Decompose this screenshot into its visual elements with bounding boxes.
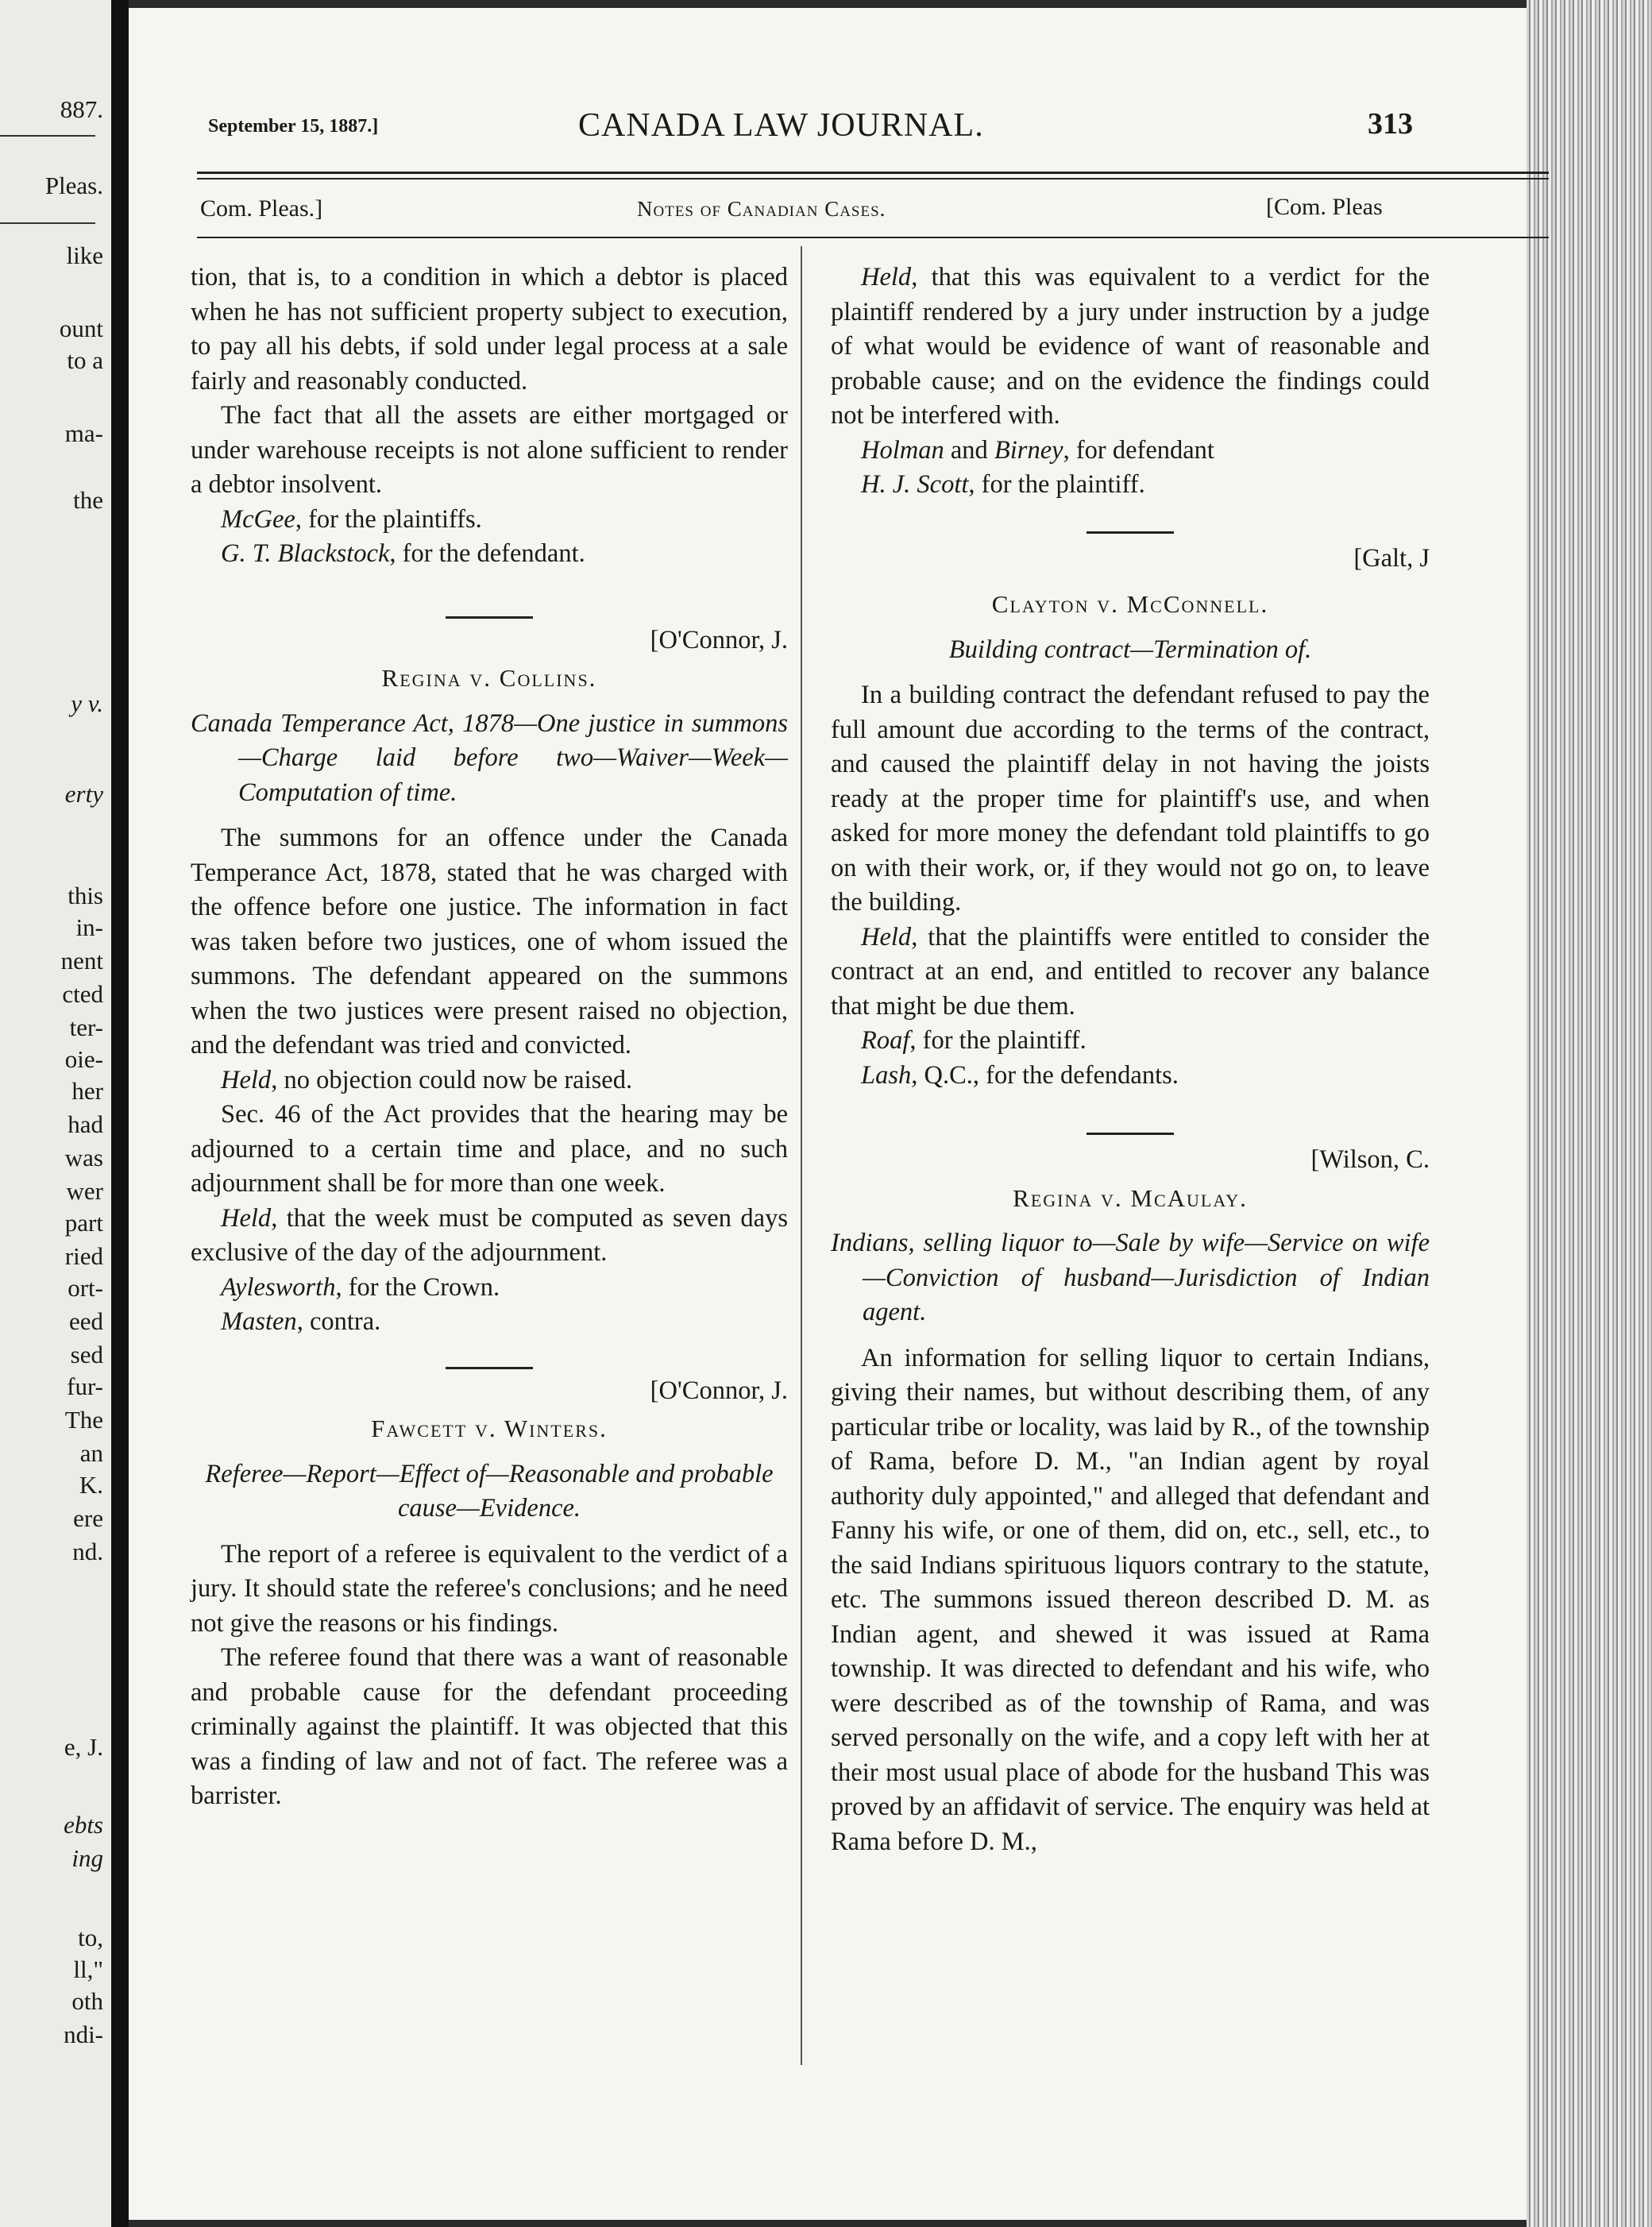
header-rule-bottom	[197, 237, 1549, 238]
facing-page-fragment: the	[73, 486, 103, 514]
page-number: 313	[1368, 107, 1413, 141]
counsel-name: McGee	[221, 504, 295, 534]
facing-page-fragment: this	[68, 882, 103, 909]
case-headnote: Referee—Report—Effect of—Reasonable and probable cause—Evidence.	[205, 1459, 774, 1523]
facing-page-fragment: fur-	[67, 1372, 103, 1400]
facing-page-fragment: sed	[70, 1341, 103, 1368]
judge-attribution: [Wilson, C.	[1310, 1145, 1430, 1174]
facing-page-fragment: part	[64, 1209, 103, 1237]
facing-page-fragment: like	[66, 241, 103, 269]
case-paragraph: The summons for an offence under the Canada Temperance Act, 1878, stated that he was charged with the offence before one justice. The information in fact was taken before two justices, one of whom issued the summons. The defendant appeared on the summons when the two justices were present raised no objection, and the defendant was tried and convicted.	[191, 824, 788, 1059]
left-column	[191, 261, 788, 1814]
header-date: September 15, 1887.]	[208, 116, 379, 137]
running-head-left: Com. Pleas.]	[200, 195, 323, 222]
journal-page	[129, 8, 1527, 2220]
facing-page-fragment: ll,"	[73, 1955, 103, 1983]
case-headnote: Building contract—Termination of.	[948, 635, 1312, 664]
facing-page-fragment: The	[64, 1406, 103, 1434]
judge-attribution: [O'Connor, J.	[650, 1376, 788, 1405]
header-rule-top-2	[197, 178, 1549, 179]
counsel-line: McGee, for the plaintiffs.	[221, 504, 482, 534]
counsel-line: Masten, contra.	[221, 1307, 381, 1336]
right-column	[831, 261, 1430, 1859]
facing-page-fragment: e, J.	[64, 1733, 103, 1761]
case-headnote: Canada Temperance Act, 1878—One justice in summons—Charge laid before two—Waiver—Week—Computation of time.	[191, 708, 788, 807]
facing-page-fragment: nent	[60, 947, 103, 975]
facing-page-fragment: ndi-	[64, 2021, 103, 2048]
facing-page-rule	[0, 222, 95, 224]
counsel-line: H. J. Scott, for the plaintiff.	[861, 470, 1145, 499]
facing-page-fragment: was	[64, 1144, 103, 1171]
facing-page-fragment: to,	[78, 1924, 103, 1951]
case-paragraph: In a building contract the defendant refused to pay the full amount due according to the terms of the contract, and caused the plaintiff delay in not having the joists ready at the proper time for plaintiff's use, and when asked for more money the defendant told plaintiffs to go on with their work, or, if they would not go on, to leave the building.	[831, 681, 1430, 917]
held-paragraph: Held, that this was equivalent to a verdict for the plaintiff rendered by a jury under instruction by a judge of what would be evidence of want of reasonable and probable cause; and on the evidence the findings could not be interfered with.	[831, 263, 1430, 430]
facing-page-fragment: cted	[62, 980, 103, 1008]
facing-page-fragment: ing	[71, 1844, 103, 1872]
facing-page-fragment: 887.	[60, 95, 103, 123]
held-paragraph: Held, that the plaintiffs were entitled to consider the contract at an end, and entitled to recover any balance that might be due them.	[831, 922, 1430, 1021]
counsel-line: Roaf, for the plaintiff.	[861, 1026, 1087, 1055]
facing-page-fragment: y v.	[71, 689, 103, 717]
counsel-line: Aylesworth, for the Crown.	[221, 1272, 500, 1302]
facing-page-fragment: had	[68, 1110, 103, 1138]
case-title: Fawcett v. Winters.	[371, 1415, 608, 1442]
judge-attribution: [Galt, J	[1353, 543, 1430, 573]
facing-page-fragment: ebts	[64, 1811, 103, 1839]
counsel-line: Lash, Q.C., for the defendants.	[861, 1060, 1179, 1090]
facing-page-margin	[0, 0, 111, 2227]
case-separator	[446, 1367, 533, 1369]
case-paragraph: The report of a referee is equivalent to the verdict of a jury. It should state the referee's conclusions; and he need not give the reasons or his findings.	[191, 1539, 788, 1638]
journal-title: CANADA LAW JOURNAL.	[578, 107, 984, 144]
facing-page-fragment: ma-	[64, 419, 103, 447]
facing-page-fragment: Pleas.	[44, 172, 103, 199]
facing-page-fragment: ter-	[69, 1013, 103, 1041]
case-separator	[446, 616, 533, 619]
held-paragraph: Held, no objection could now be raised.	[221, 1065, 633, 1094]
facing-page-fragment: wer	[66, 1177, 103, 1205]
case-title: Regina v. Collins.	[381, 664, 597, 692]
judge-attribution: [O'Connor, J.	[650, 625, 788, 654]
case-separator	[1087, 1133, 1174, 1135]
case-paragraph: An information for selling liquor to certain Indians, giving their names, but without describing them, of any particular tribe or locality, was laid by R., of the township of Rama, before D. M., "an Indian agent by royal authority duly appointed," and alleged that defendant and Fanny his wife, or one of them, did on, etc., sell, etc., to the said Indians spirituous liquors contrary to the statute, etc. The summons issued thereon described D. M. as Indian agent, and shewed it was issued at Rama township. It was directed to defendant and his wife, who were described as of the township of Rama, and was served personally on the wife, and a copy left with her at their most usual place of abode for the husband This was proved by an affidavit of service. The enquiry was held at Rama before D. M.,	[831, 1343, 1430, 1856]
case-separator	[1087, 531, 1174, 534]
facing-page-fragment: ount	[59, 315, 103, 342]
facing-page-fragment: to a	[67, 346, 103, 374]
intro-paragraph-2: The fact that all the assets are either mortgaged or under warehouse receipts is not alone sufficient to render a debtor insolvent.	[191, 401, 788, 499]
counsel-line: Holman and Birney, for defendant	[861, 435, 1214, 465]
counsel-name: G. T. Blackstock	[221, 539, 390, 568]
facing-page-fragment: an	[79, 1439, 103, 1467]
counsel-line: G. T. Blackstock, for the defendant.	[221, 539, 585, 568]
case-title: Clayton v. McConnell.	[991, 590, 1269, 618]
column-divider	[801, 246, 802, 2065]
intro-paragraph: tion, that is, to a condition in which a debtor is placed when he has not sufficient property subject to execution, to pay all his debts, if sold under legal process at a sale fairly and reasonably conducted.	[191, 263, 788, 396]
facing-page-fragment: erty	[64, 780, 103, 808]
facing-page-fragment: oie-	[64, 1045, 103, 1073]
running-head-right: [Com. Pleas	[1266, 194, 1383, 220]
facing-page-fragment: oth	[71, 1987, 103, 2015]
facing-page-fragment: nd.	[72, 1538, 103, 1565]
case-title: Regina v. McAulay.	[1013, 1183, 1248, 1212]
page-edge-stack	[1527, 0, 1652, 2227]
facing-page-fragment: eed	[68, 1307, 103, 1335]
running-head-section: Notes of Canadian Cases.	[637, 197, 886, 221]
facing-page-fragment: in-	[75, 913, 103, 941]
facing-page-fragment: ere	[73, 1504, 103, 1532]
held-paragraph: Held, that the week must be computed as seven days exclusive of the day of the adjournment.	[191, 1203, 788, 1267]
book-spine	[111, 0, 129, 2227]
facing-page-fragment: her	[71, 1077, 103, 1105]
facing-page-rule	[0, 135, 95, 137]
header-rule-top	[197, 172, 1549, 174]
case-headnote: Indians, selling liquor to—Sale by wife—Service on wife—Conviction of husband—Jurisdiction of Indian agent.	[831, 1229, 1430, 1326]
facing-page-fragment: ort-	[68, 1274, 103, 1302]
case-paragraph: The referee found that there was a want of reasonable and probable cause for the defendant proceeding criminally against the plaintiff. It was objected that this was a finding of law and not of fact. The referee was a barrister.	[191, 1643, 788, 1810]
case-paragraph: Sec. 46 of the Act provides that the hearing may be adjourned to a certain time and place, and no such adjournment shall be for more than one week.	[191, 1100, 788, 1198]
facing-page-fragment: K.	[79, 1471, 103, 1499]
facing-page-fragment: ried	[64, 1242, 103, 1270]
